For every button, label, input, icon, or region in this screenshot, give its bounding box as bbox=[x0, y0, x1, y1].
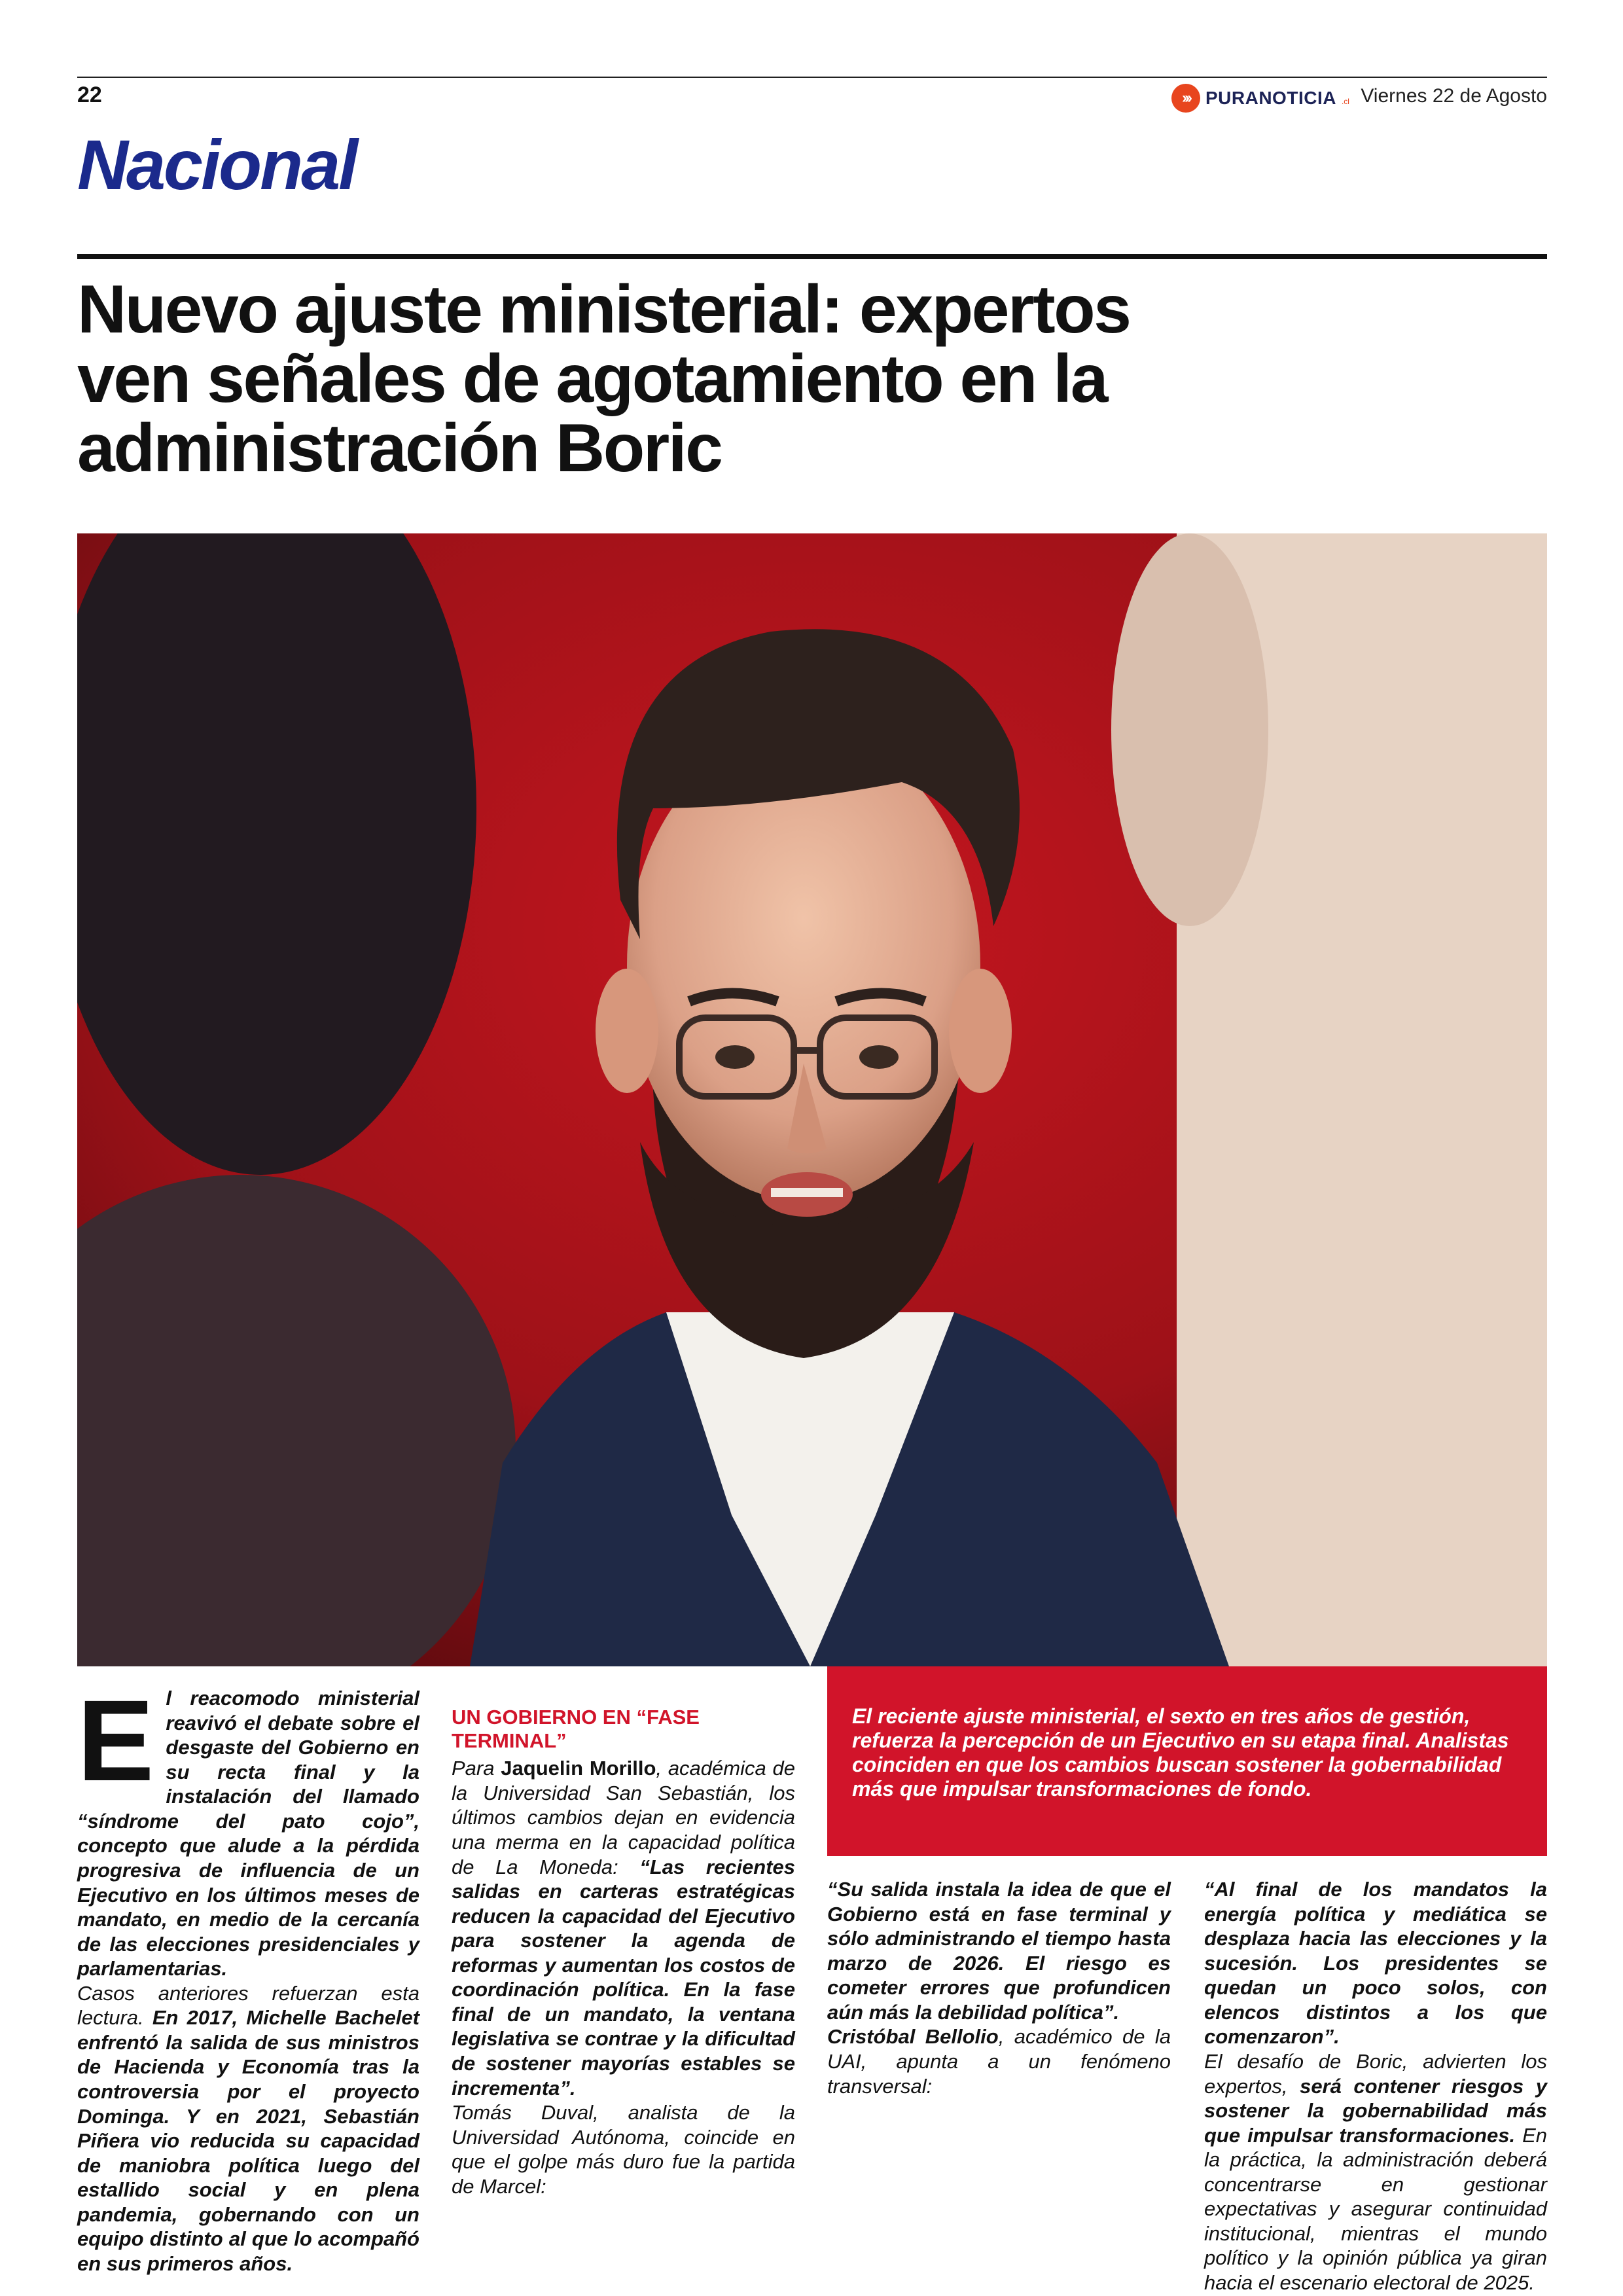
paragraph-3 bbox=[452, 1756, 795, 2100]
issue-date: Viernes 22 de Agosto bbox=[1361, 85, 1547, 107]
section-title: Nacional bbox=[77, 125, 357, 204]
subheading: UN GOBIERNO EN “FASE TERMINAL” bbox=[452, 1706, 700, 1752]
logo-suffix: .cl bbox=[1341, 97, 1349, 106]
logo-text: PURANOTICIA bbox=[1205, 88, 1336, 108]
top-rule bbox=[77, 77, 1547, 78]
pull-quote: El reciente ajuste ministerial, el sexto en tres años de gestión, refuerza la percepción de un Ejecutivo en su etapa final. Analistas coinciden en que los cambios buscan sostener la gobernabilidad más que impulsar transformaciones de fondo. bbox=[827, 1666, 1547, 1856]
paragraph-2-bold: En 2017, Michelle Bachelet enfrentó la salida de sus ministros de Hacienda y Economía tras la controversia por el proyecto Dominga. Y en 2021, Sebastián Piñera vio reducida su capacidad de maniobra política luego del estallido social y en plena pandemia, gobernando con un equipo distinto al que lo acompañó en sus primeros años. bbox=[77, 2006, 419, 2275]
paragraph-5-quote bbox=[1204, 1877, 1547, 2049]
headline-line-3: administración Boric bbox=[77, 410, 722, 487]
portrait-photo bbox=[77, 533, 1547, 1666]
paragraph-3-quote: “Las recientes salidas en carteras estratégicas reducen la capacidad del Ejecutivo para sostener la agenda de reformas y aumentan los costos de coordinación política. En la fase final de un mandato, la ventana legislativa se contrae y la dificultad de sostener mayorías estables se incrementa”. bbox=[452, 1855, 795, 2100]
paragraph-3-intro: Para bbox=[452, 1757, 501, 1780]
paragraph-6-bold: será contener riesgos y sostener la gobernabilidad más que impulsar transformaciones. bbox=[1204, 2074, 1547, 2147]
play-arrows-icon: ››› bbox=[1171, 84, 1200, 113]
page-number: 22 bbox=[77, 82, 102, 107]
lead-text: l reacomodo ministerial reavivó el debate sobre el desgaste del Gobierno en su recta final y la instalación del llamado “síndrome del pato cojo”, concepto que alude a la pérdida progresiva de influencia de un Ejecutivo en los últimos meses de mandato, en medio de la cercanía de las elecciones presidenciales y parlamentarias. bbox=[77, 1687, 419, 1981]
paragraph-4-quote-text: “Su salida instala la idea de que el Gobierno está en fase terminal y sólo administrando el tiempo hasta marzo de 2026. El riesgo es cometer errores que profundicen aún más la debilidad política”. bbox=[827, 1878, 1171, 2024]
article-column-2 bbox=[452, 1686, 795, 2198]
headline-line-1: Nuevo ajuste ministerial: expertos bbox=[77, 272, 1130, 348]
paragraph-4-start bbox=[452, 2100, 795, 2198]
paragraph-2-intro: Casos anteriores refuerzan esta lectura. bbox=[77, 1981, 419, 2030]
paragraph-5-intro: , académico de la UAI, apunta a un fenómeno transversal: bbox=[827, 2025, 1171, 2098]
publication-logo bbox=[1171, 84, 1349, 113]
headline-line-2: ven señales de agotamiento en la bbox=[77, 341, 1107, 418]
section-rule bbox=[77, 254, 1547, 259]
paragraph-4-quote bbox=[827, 1877, 1171, 2024]
article-column-3 bbox=[827, 1877, 1171, 2098]
paragraph-6 bbox=[1204, 2049, 1547, 2295]
paragraph-5-quote-text: “Al final de los mandatos la energía política y mediática se desplaza hacia las elecciones y la sucesión. Los presidentes se quedan un poco solos, con elencos distintos a los que comenzaron”. bbox=[1204, 1878, 1547, 2049]
paragraph-4-intro: Tomás Duval, analista de la Universidad Autónoma, coincide en que el golpe más duro fue la partida de Marcel: bbox=[452, 2101, 795, 2198]
source-name: Jaquelin Morillo bbox=[501, 1757, 656, 1780]
paragraph-6-body: En la práctica, la administración deberá concentrarse en gestionar expectativas y asegurar continuidad institucional, mientras el mundo político y la opinión pública ya giran hacia el escenario electoral de 2025. bbox=[1204, 2123, 1547, 2294]
article-column-4 bbox=[1204, 1877, 1547, 2295]
article-column-1 bbox=[77, 1677, 419, 2276]
portrait-illustration bbox=[77, 533, 1547, 1666]
paragraph-5 bbox=[827, 2024, 1171, 2098]
drop-cap: E bbox=[77, 1677, 154, 1805]
source-name-2: Cristóbal Bellolio bbox=[827, 2025, 999, 2049]
headline bbox=[77, 272, 1543, 487]
paragraph-3-body: , académica de la Universidad San Sebastián, los últimos cambios dejan en evidencia una merma en la capacidad política de La Moneda: bbox=[452, 1757, 795, 1878]
paragraph-2 bbox=[77, 1981, 419, 2276]
paragraph-6-intro: El desafío de Boric, advierten los expertos, bbox=[1204, 2049, 1547, 2098]
